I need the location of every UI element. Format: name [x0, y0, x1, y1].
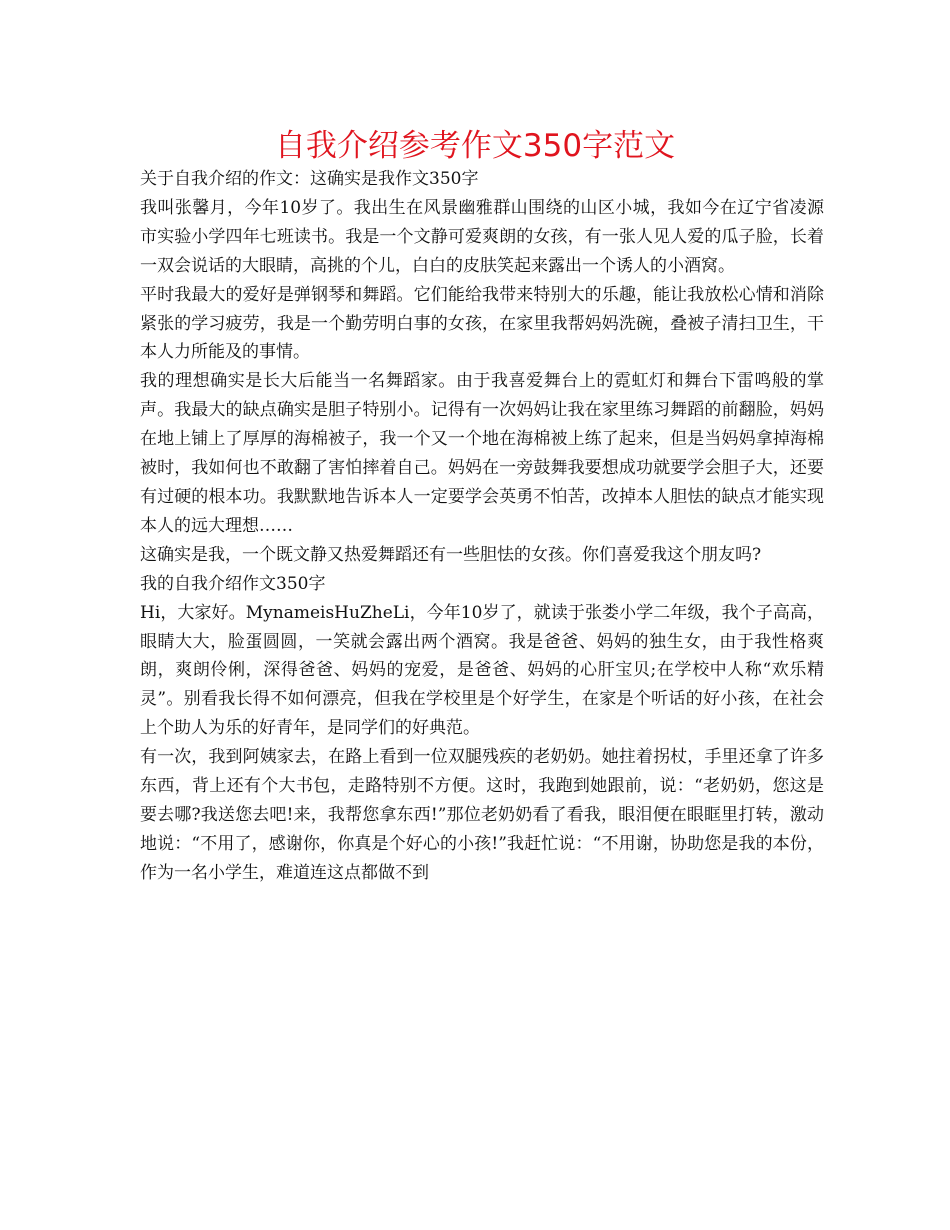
paragraph: 我的理想确实是长大后能当一名舞蹈家。由于我喜爱舞台上的霓虹灯和舞台下雷鸣般的掌声。我最大的缺点确实是胆子特别小。记得有一次妈妈让我在家里练习舞蹈的前翻脸，妈妈在地上铺上了厚厚的海棉被子，我一个又一个地在海棉被上练了起来，但是当妈妈拿掉海棉被时，我如何也不敢翻了害怕摔着自己。妈妈在一旁鼓舞我要想成功就要学会胆子大，还要有过硬的根本功。我默默地告诉本人一定要学会英勇不怕苦，改掉本人胆怯的缺点才能实现本人的远大理想……	[140, 371, 824, 536]
document-title: 自我介绍参考作文350字范文	[274, 128, 676, 164]
paragraph-intro: 关于自我介绍的作文：这确实是我作文350字	[140, 169, 479, 189]
paragraph: 我叫张馨月，今年10岁了。我出生在风景幽雅群山围绕的山区小城，我如今在辽宁省凌源市实验小学四年七班读书。我是一个文静可爱爽朗的女孩，有一张人见人爱的瓜子脸，长着一双会说话的大眼睛，高挑的个儿，白白的皮肤笑起来露出一个诱人的小酒窝。	[140, 197, 824, 276]
section-heading: 我的自我介绍作文350字	[140, 573, 326, 594]
paragraph: 平时我最大的爱好是弹钢琴和舞蹈。它们能给我带来特别大的乐趣，能让我放松心情和消除紧张的学习疲劳，我是一个勤劳明白事的女孩，在家里我帮妈妈洗碗，叠被子清扫卫生，干本人力所能及的事情。	[140, 284, 824, 363]
paragraph: Hi，大家好。MynameisHuZheLi，今年10岁了，就读于张娄小学二年级，我个子高高，眼睛大大，脸蛋圆圆，一笑就会露出两个酒窝。我是爸爸、妈妈的独生女，由于我性格爽朗，爽朗伶俐，深得爸爸、妈妈的宠爱，是爸爸、妈妈的心肝宝贝;在学校中人称“欢乐精灵”。别看我长得不如何漂亮，但我在学校里是个好学生，在家是个听话的好小孩，在社会上个助人为乐的好青年，是同学们的好典范。	[140, 602, 824, 739]
paragraph: 这确实是我，一个既文静又热爱舞蹈还有一些胆怯的女孩。你们喜爱我这个朋友吗?	[140, 544, 762, 565]
paragraph: 有一次，我到阿姨家去，在路上看到一位双腿残疾的老奶奶。她拄着拐杖，手里还拿了许多东西，背上还有个大书包，走路特别不方便。这时，我跑到她跟前，说：“老奶奶，您这是要去哪?我送您去吧!来，我帮您拿东西!”那位老奶奶看了看我，眼泪便在眼眶里打转，激动地说：“不用了，感谢你，你真是个好心的小孩!”我赶忙说：“不用谢，协助您是我的本份，作为一名小学生，难道连这点都做不到	[140, 747, 824, 883]
document-body	[140, 165, 824, 888]
